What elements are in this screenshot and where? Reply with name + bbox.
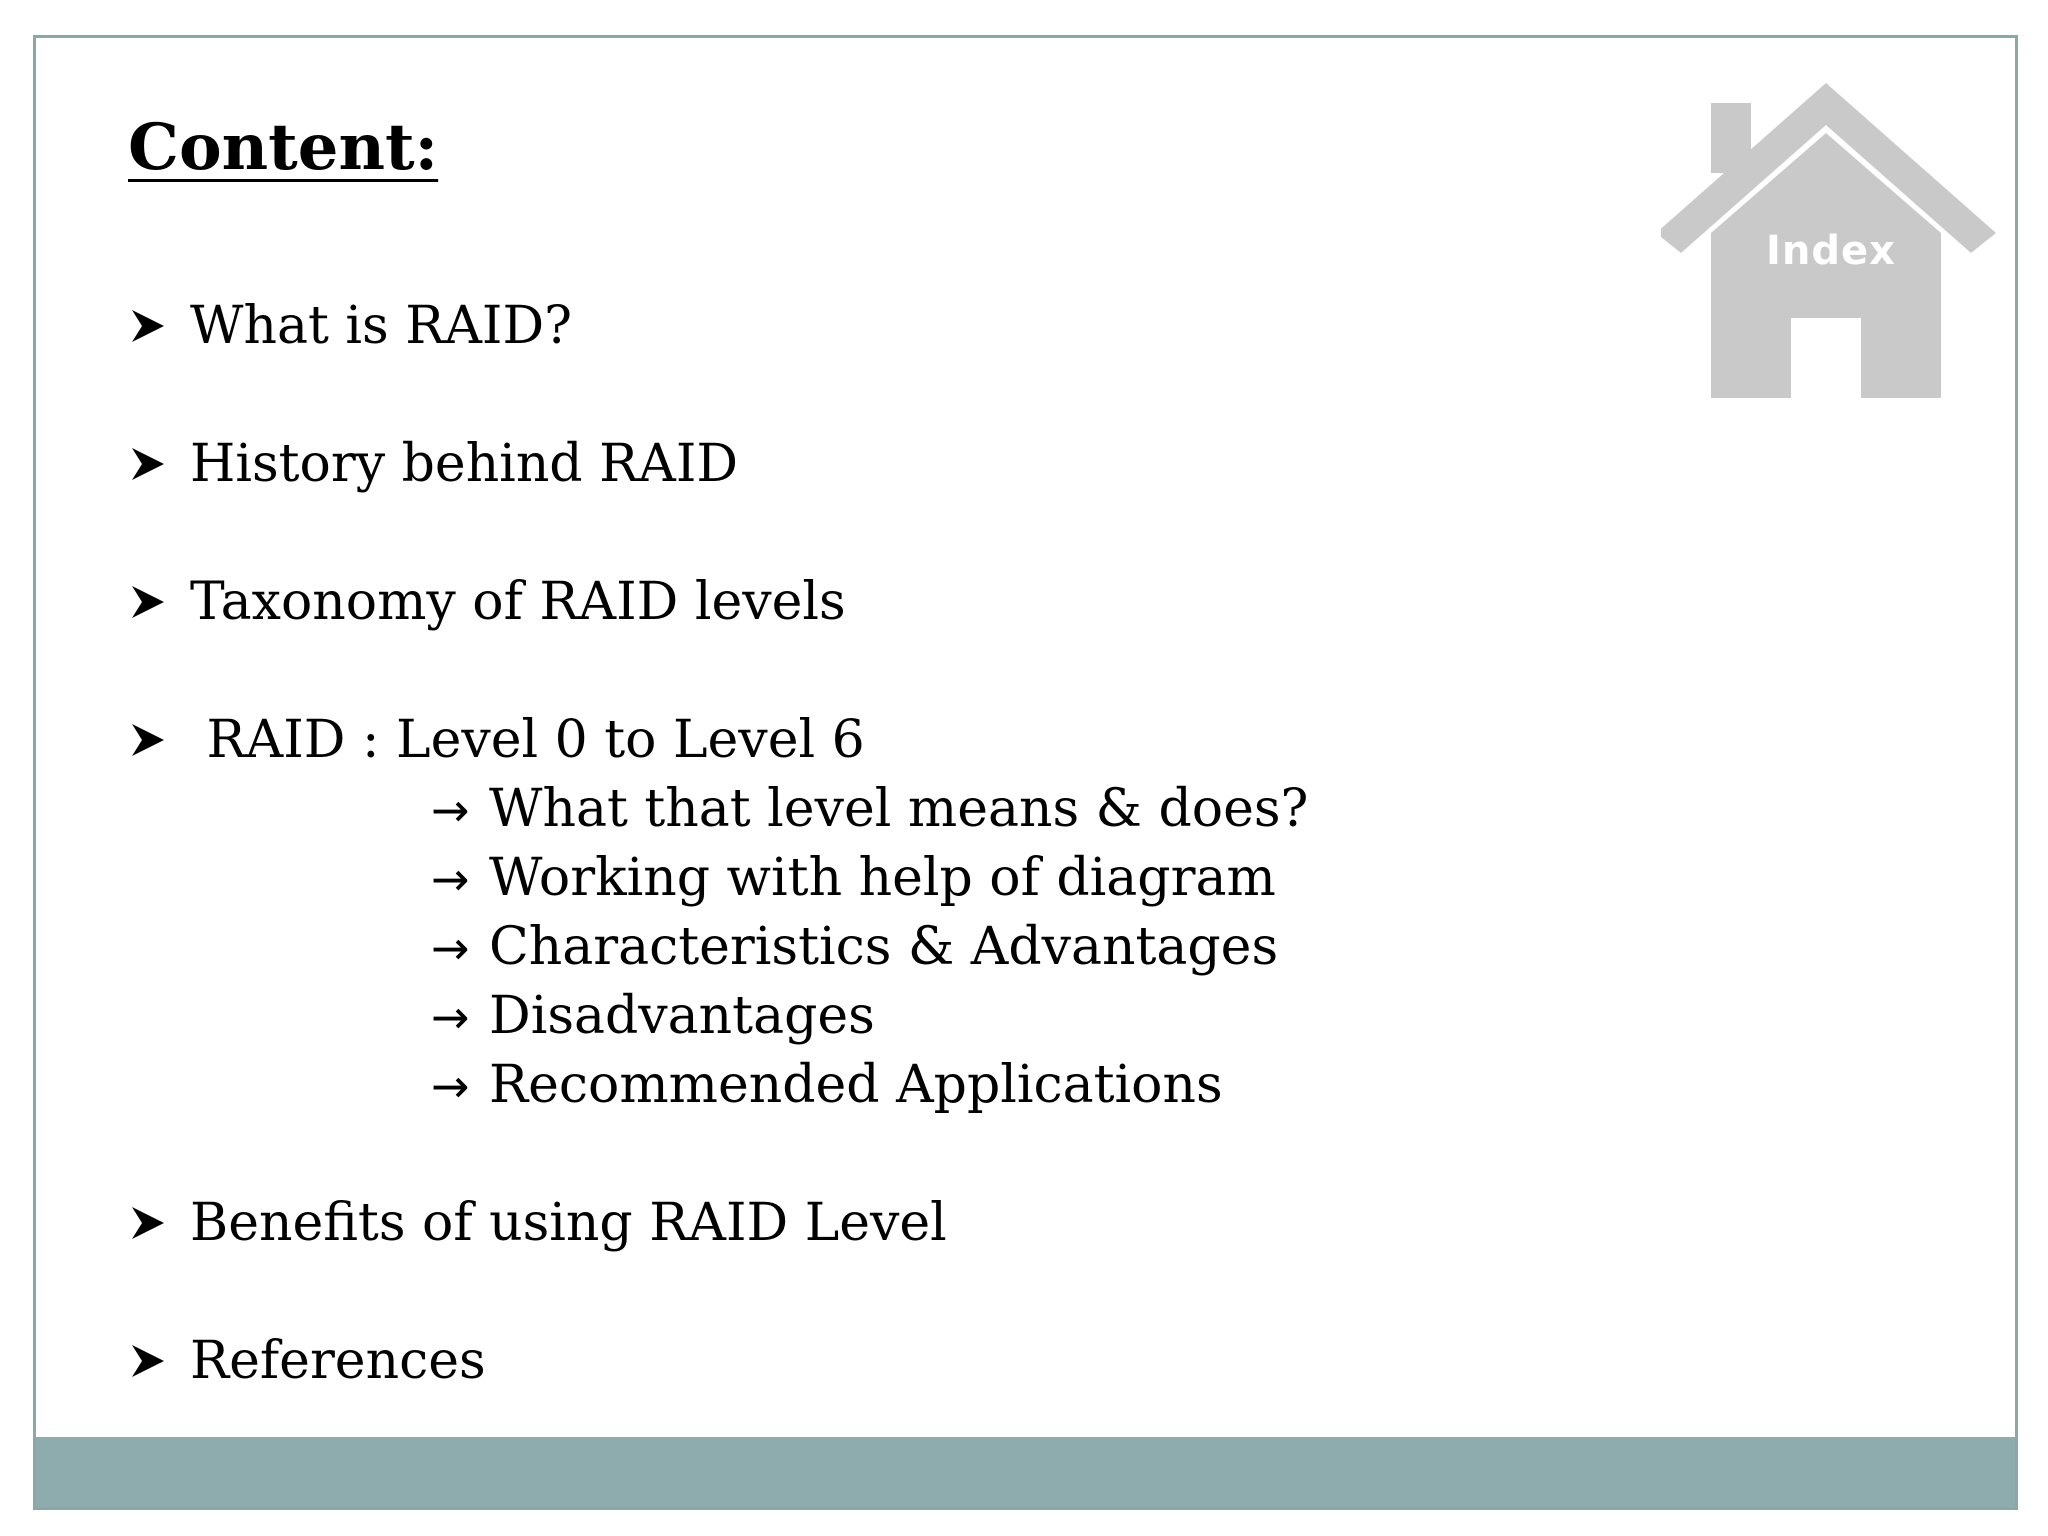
item-text: Benefits of using RAID Level bbox=[190, 1193, 947, 1253]
right-arrow-icon: → bbox=[431, 783, 470, 837]
item-text: References bbox=[190, 1331, 486, 1391]
slide bbox=[33, 35, 2018, 1510]
item-text: What is RAID? bbox=[190, 296, 573, 356]
list-item bbox=[128, 434, 739, 494]
arrowhead-bullet-icon bbox=[128, 582, 168, 622]
item-text: History behind RAID bbox=[190, 434, 739, 494]
index-home-button[interactable] bbox=[1661, 83, 2001, 403]
arrowhead-bullet-icon bbox=[128, 306, 168, 346]
list-item bbox=[128, 1193, 947, 1253]
arrowhead-bullet-icon bbox=[128, 1203, 168, 1243]
index-label: Index bbox=[1766, 228, 1896, 274]
list-item bbox=[128, 1331, 486, 1391]
sub-item-text: Disadvantages bbox=[489, 986, 875, 1046]
right-arrow-icon: → bbox=[431, 990, 470, 1044]
sub-list-item bbox=[431, 779, 1309, 839]
arrowhead-bullet-icon bbox=[128, 720, 168, 760]
sub-list-item bbox=[431, 1055, 1223, 1115]
list-item bbox=[128, 710, 865, 770]
sub-list-item bbox=[431, 917, 1279, 977]
sub-item-text: What that level means & does? bbox=[489, 779, 1309, 839]
sub-list-item bbox=[431, 848, 1276, 908]
arrowhead-bullet-icon bbox=[128, 1341, 168, 1381]
footer-bar bbox=[36, 1437, 2015, 1507]
list-item bbox=[128, 572, 846, 632]
right-arrow-icon: → bbox=[431, 921, 470, 975]
sub-item-text: Recommended Applications bbox=[489, 1055, 1223, 1115]
right-arrow-icon: → bbox=[431, 852, 470, 906]
sub-item-text: Characteristics & Advantages bbox=[489, 917, 1279, 977]
right-arrow-icon: → bbox=[431, 1059, 470, 1113]
slide-title: Content: bbox=[128, 110, 439, 185]
item-text: Taxonomy of RAID levels bbox=[190, 572, 846, 632]
list-item bbox=[128, 296, 573, 356]
sub-list-item bbox=[431, 986, 875, 1046]
sub-item-text: Working with help of diagram bbox=[489, 848, 1276, 908]
item-text: RAID : Level 0 to Level 6 bbox=[190, 710, 865, 770]
arrowhead-bullet-icon bbox=[128, 444, 168, 484]
